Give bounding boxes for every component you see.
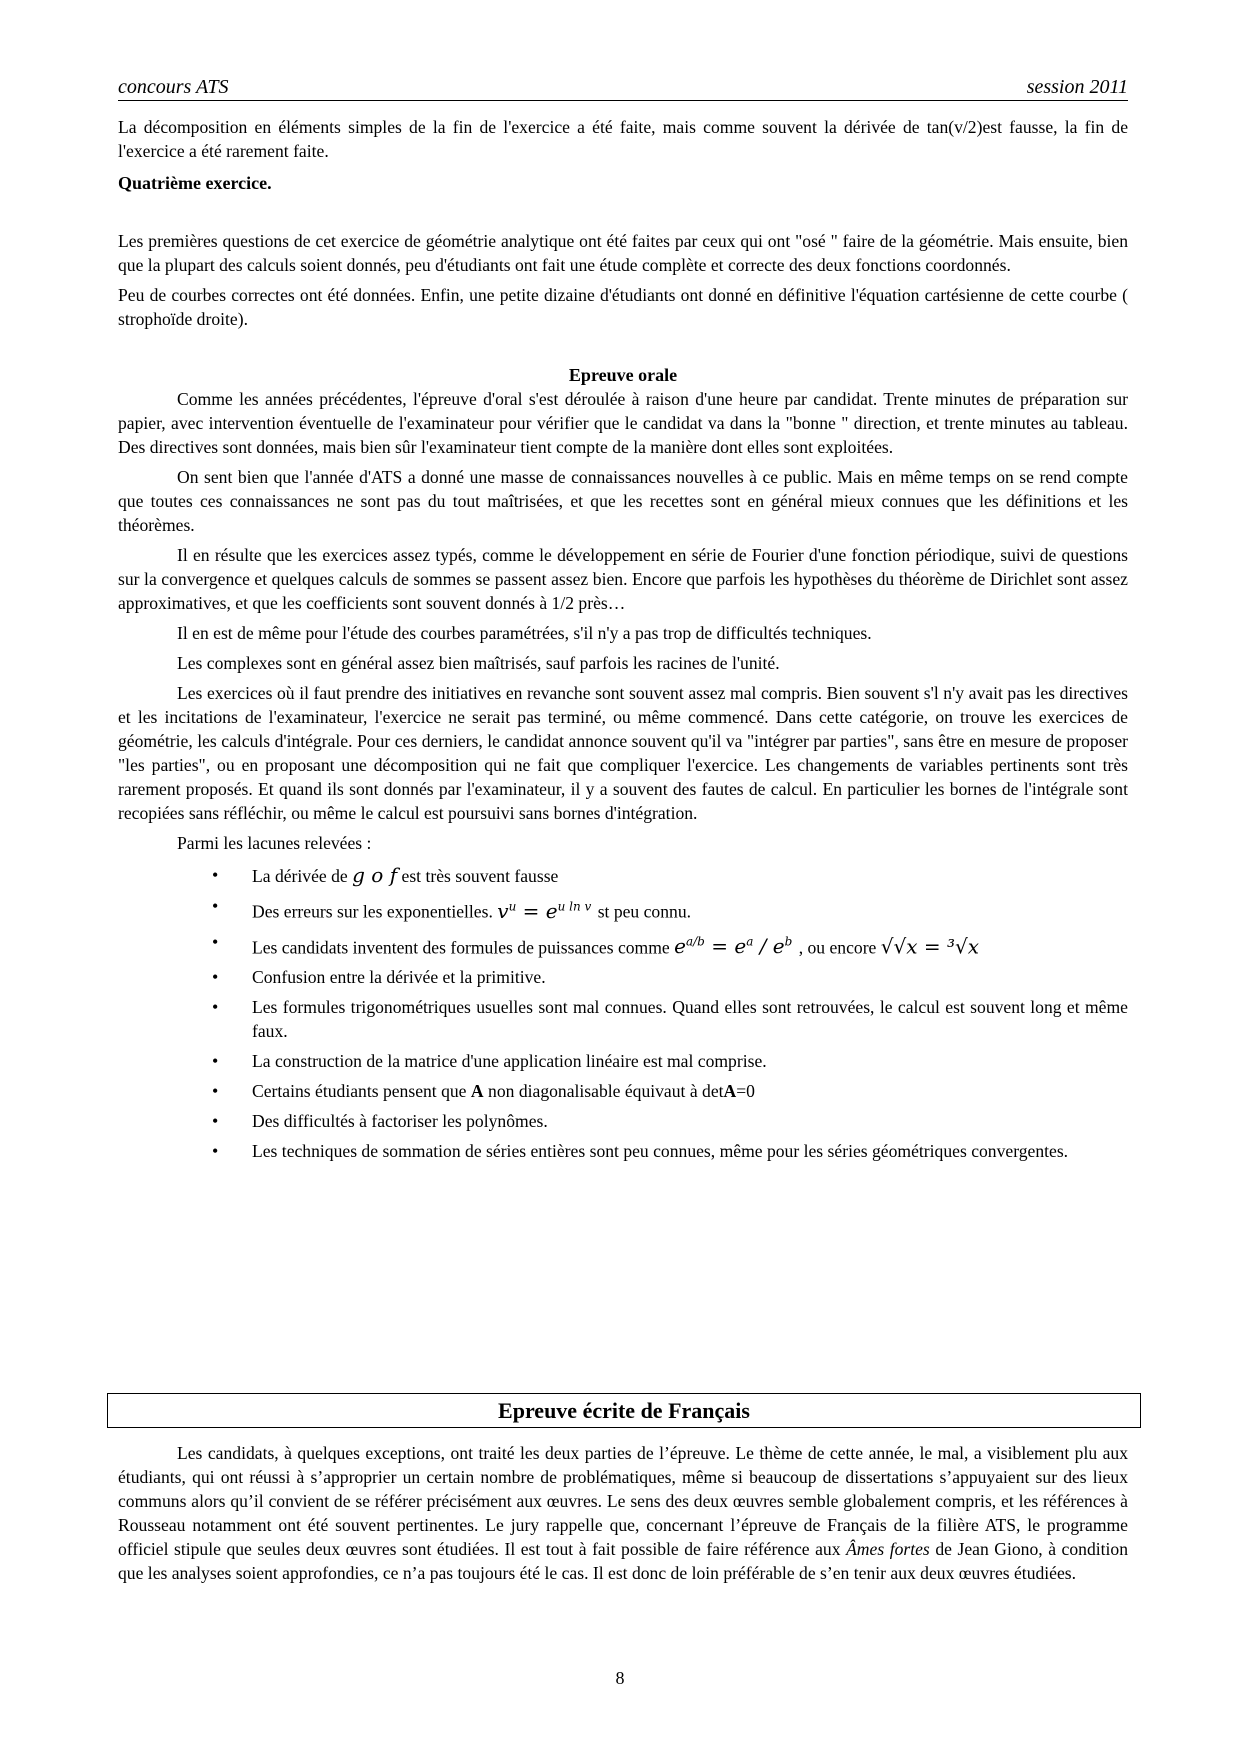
math-formula: $e^{a/b} = e^a / e^b$ — [674, 934, 793, 959]
francais-section-title: Epreuve écrite de Français — [107, 1393, 1141, 1428]
exercise4-title: Quatrième exercice. — [118, 173, 272, 193]
exercise4-paragraph-1: Les premières questions de cet exercice de géométrie analytique ont été faites par ceux qui ont "osé " faire de la géométrie. Mais ensuite, bien que la plupart des calculs soient donnés, peu d'étudiants ont fait une étude complète et correcte des deux fonctions coordonnés. — [118, 231, 1128, 275]
lacunes-intro: Parmi les lacunes relevées : — [177, 833, 372, 853]
oral-title: Epreuve orale — [568, 365, 678, 385]
main-content — [118, 115, 1128, 1163]
list-item: • Certains étudiants pensent que A non diagonalisable équivaut à detA=0 — [252, 1079, 1128, 1103]
oral-paragraph-2: On sent bien que l'année d'ATS a donné une masse de connaissances nouvelles à ce public. Mais en même temps on se rend compte que toutes ces connaissances ne sont pas du tout maîtrisées, et que les recettes sont en général mieux connues que les définitions et les théorèmes. — [118, 467, 1128, 535]
list-item: • Les formules trigonométriques usuelles sont mal connues. Quand elles sont retrouvées, le calcul est souvent long et même faux. — [252, 995, 1128, 1043]
list-item: • La dérivée de g o f est très souvent fausse — [252, 863, 1128, 888]
list-item: • Les candidats inventent des formules de puissances comme $e^{a/b} = e^a / e^b$ , ou encore √√x = ³√x — [252, 930, 1128, 960]
oral-paragraph-6: Les exercices où il faut prendre des initiatives en revanche sont souvent assez mal compris. Bien souvent s'l n'y avait pas les directives et les incitations de l'examinateur, l'exercice ne serait pas terminé, ou même commencé. Dans cette catégorie, on trouve les exercices de géométrie, les calculs d'intégrale. Pour ces derniers, le candidat annonce souvent qu'il va "intégrer par parties", sans être en mesure de proposer "les parties", ou en proposant une décomposition qui ne fait que compliquer l'exercice. Les changements de variables pertinents sont très rarement proposés. Et quand ils sont donnés par l'examinateur, il y a souvent des fautes de calcul. En particulier les bornes de l'intégrale sont recopiées sans réfléchir, ou même le calcul est poursuivi sans bornes d'intégration. — [118, 683, 1128, 823]
list-item: • Des erreurs sur les exponentielles. $v^u = e^{u ln v}$ st peu connu. — [252, 894, 1128, 924]
francais-content — [118, 1441, 1128, 1585]
list-item: • Les techniques de sommation de séries entières sont peu connues, même pour les séries géométriques convergentes. — [252, 1139, 1128, 1163]
list-item: • La construction de la matrice d'une application linéaire est mal comprise. — [252, 1049, 1128, 1073]
lacunes-list — [118, 863, 1128, 1163]
list-item: • Confusion entre la dérivée et la primitive. — [252, 965, 1128, 989]
exercise4-paragraph-2: Peu de courbes correctes ont été données. Enfin, une petite dizaine d'étudiants ont donné en définitive l'équation cartésienne de cette courbe ( strophoïde droite). — [118, 285, 1128, 329]
exercise3-paragraph: La décomposition en éléments simples de la fin de l'exercice a été faite, mais comme souvent la dérivée de tan(v/2)est fausse, la fin de l'exercice a été rarement faite. — [118, 117, 1128, 161]
page-number: 8 — [615, 1668, 625, 1688]
oral-paragraph-5: Les complexes sont en général assez bien maîtrisés, sauf parfois les racines de l'unité. — [177, 653, 780, 673]
oral-paragraph-3: Il en résulte que les exercices assez typés, comme le développement en série de Fourier d'une fonction périodique, suivi de questions sur la convergence et quelques calculs de sommes se passent assez bien. Encore que parfois les hypothèses du théorème de Dirichlet sont assez approximatives, et que les coefficients sont souvent donnés à 1/2 près… — [118, 545, 1128, 613]
header-right: session 2011 — [1026, 76, 1128, 98]
oral-paragraph-1: Comme les années précédentes, l'épreuve d'oral s'est déroulée à raison d'une heure par candidat. Trente minutes de préparation sur papier, avec intervention éventuelle de l'examinateur pour vérifier que le candidat va dans la "bonne " direction, et trente minutes au tableau. Des directives sont données, mais bien sûr l'examinateur tient compte de la manière dont elles sont exploitées. — [118, 389, 1128, 457]
math-formula: √√x = ³√x — [880, 934, 980, 959]
page-header — [118, 72, 1128, 101]
header-left: concours ATS — [118, 76, 229, 98]
math-formula: g o f — [352, 863, 398, 887]
math-formula: $v^u = e^{u ln v}$ — [497, 898, 592, 923]
francais-paragraph: Les candidats, à quelques exceptions, ont traité les deux parties de l’épreuve. Le thème de cette année, le mal, a visiblement plu aux étudiants, qui ont réussi à s’approprier un certain nombre de problématiques, même si beaucoup de dissertations s’appuyaient sur des lieux communs alors qu’il convient de se référer précisément aux œuvres. Le sens des deux œuvres semble globalement compris, et les références à Rousseau notamment ont été souvent pertinentes. Le jury rappelle que, concernant l’épreuve de Français de la filière ATS, le programme officiel stipule que seules deux œuvres sont étudiées. Il est tout à fait possible de faire référence aux Âmes fortes de Jean Giono, à condition que les analyses soient approfondies, ce n’a pas toujours été le cas. Il est donc de loin préférable de s’en tenir aux deux œuvres étudiées. — [118, 1443, 1129, 1583]
list-item: • Des difficultés à factoriser les polynômes. — [252, 1109, 1128, 1133]
oral-paragraph-4: Il en est de même pour l'étude des courbes paramétrées, s'il n'y a pas trop de difficultés techniques. — [177, 623, 872, 643]
